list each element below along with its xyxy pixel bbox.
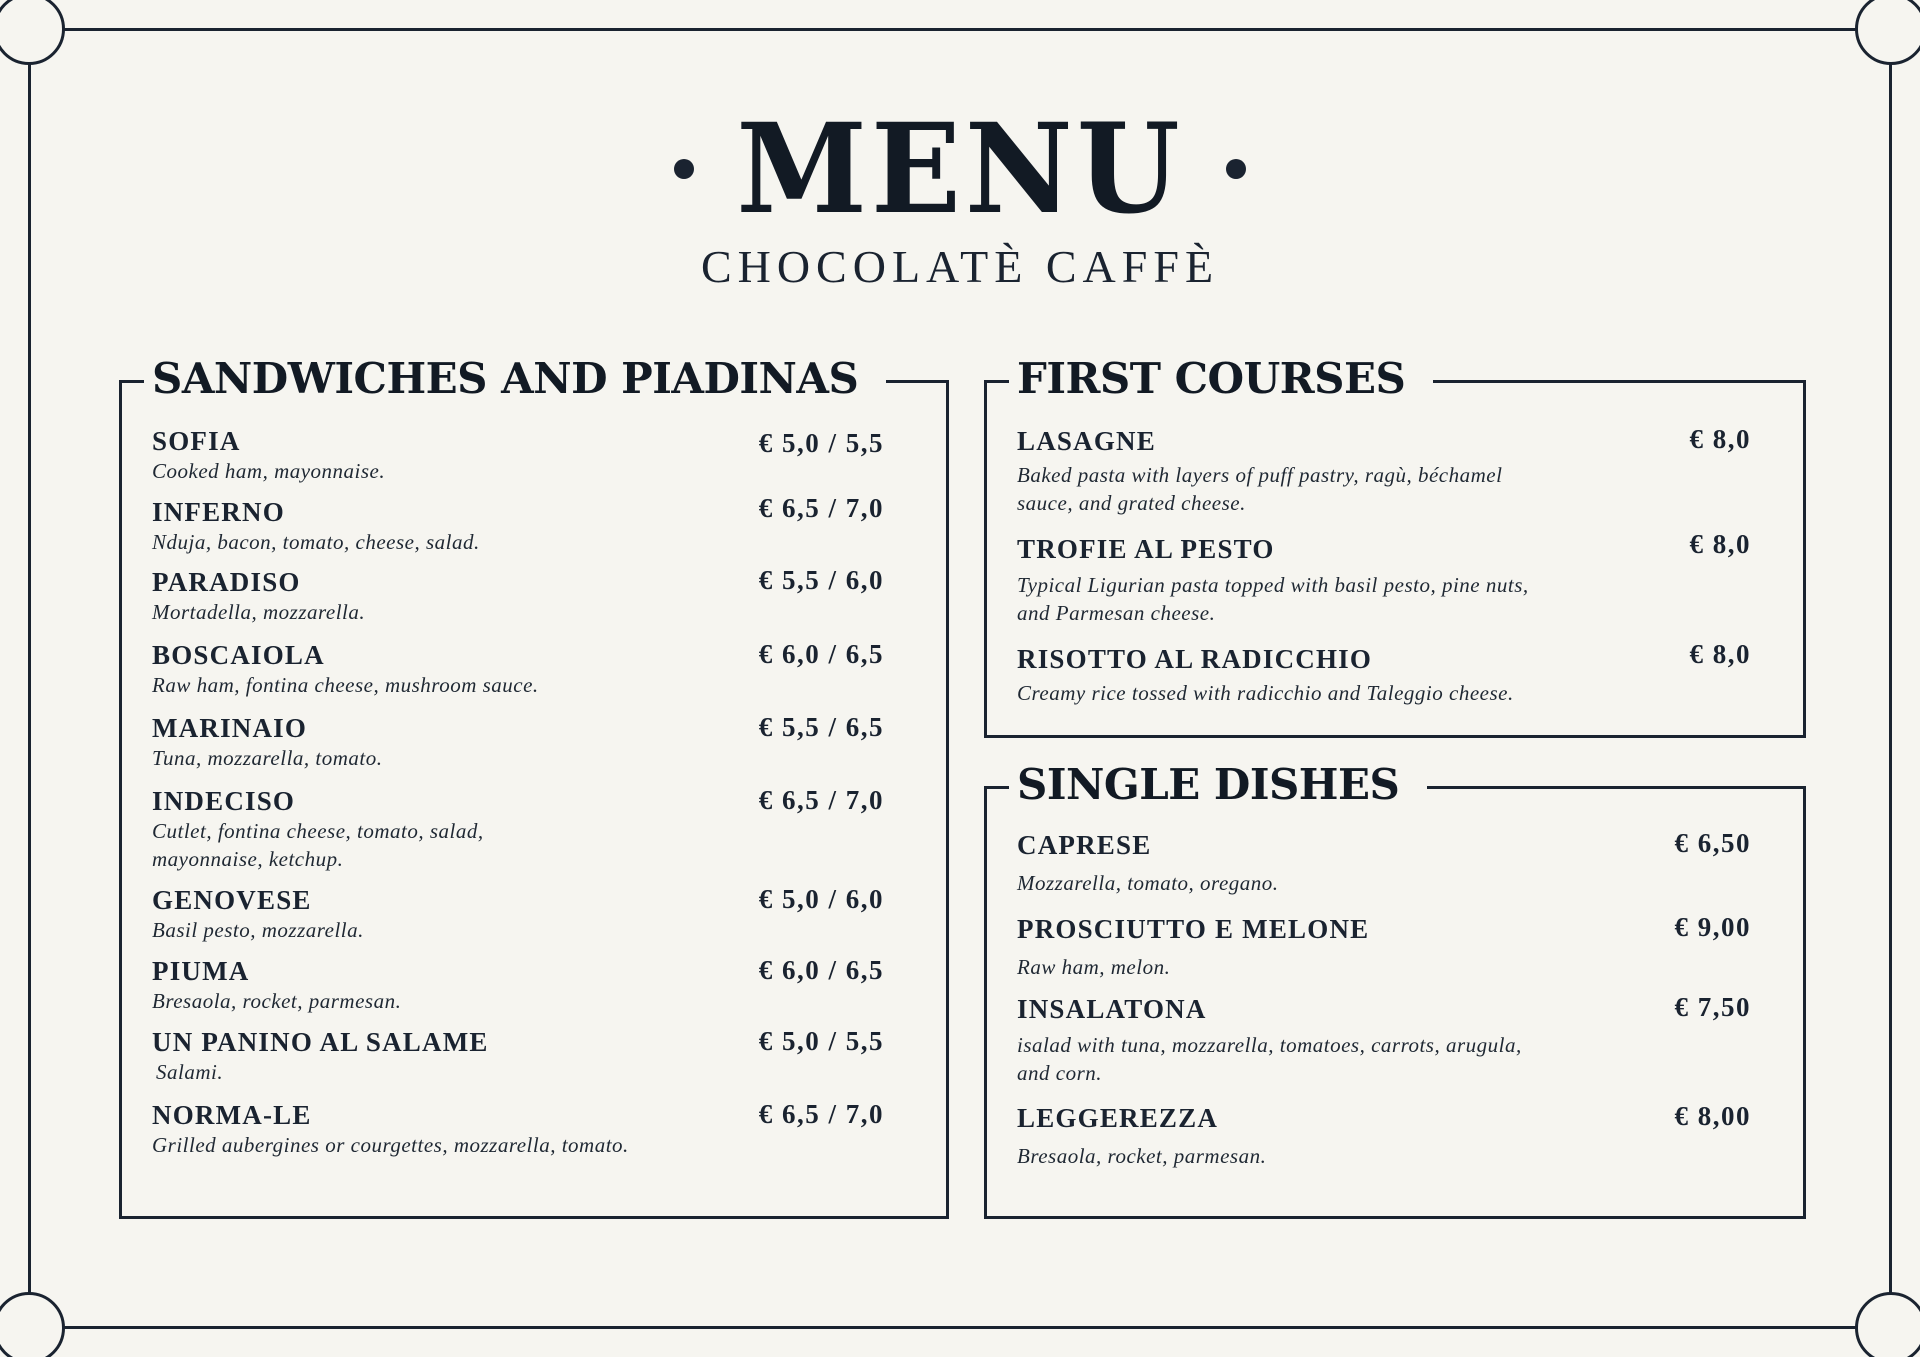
menu-item: [1017, 993, 1537, 1087]
page-title: MENU: [736, 95, 1184, 242]
item-name: PROSCIUTTO E MELONE: [1017, 914, 1370, 944]
item-name: LEGGEREZZA: [1017, 1103, 1219, 1133]
item-name: BOSCAIOLA: [152, 640, 325, 670]
item-description: Baked pasta with layers of puff pastry, ragù, béchamel sauce, and grated cheese.: [1017, 463, 1503, 515]
item-name: LASAGNE: [1017, 426, 1156, 456]
item-price: € 8,00: [1674, 1101, 1751, 1131]
item-name: PARADISO: [152, 567, 301, 597]
item-description: Bresaola, rocket, parmesan.: [1017, 1144, 1267, 1168]
item-description: Basil pesto, mozzarella.: [152, 918, 364, 942]
item-name: INSALATONA: [1017, 994, 1207, 1024]
item-price: € 5,0 / 5,5: [758, 1026, 884, 1056]
section-single-dishes: [984, 760, 1806, 1219]
menu-item: [1017, 643, 1777, 707]
item-price: € 8,0: [1689, 639, 1751, 669]
corner-ornament: [1855, 0, 1920, 65]
item-price: € 6,50: [1674, 828, 1751, 858]
corner-ornament: [0, 0, 65, 65]
item-description: Creamy rice tossed with radicchio and Taleggio cheese.: [1017, 681, 1514, 705]
item-description: Mortadella, mozzarella.: [152, 600, 366, 624]
bullet-dot-icon: [1226, 159, 1246, 179]
menu-item: [1017, 1102, 1617, 1170]
item-description: Cutlet, fontina cheese, tomato, salad, mayonnaise, ketchup.: [152, 819, 484, 871]
item-description: Typical Ligurian pasta topped with basil pesto, pine nuts, and Parmesan cheese.: [1017, 573, 1529, 625]
item-description: Nduja, bacon, tomato, cheese, salad.: [152, 530, 480, 554]
section-sandwiches: [119, 354, 949, 1219]
menu-header: [0, 95, 1920, 242]
section-title-sandwiches: SANDWICHES AND PIADINAS: [144, 351, 886, 407]
item-price: € 6,0 / 6,5: [758, 639, 884, 669]
item-name: GENOVESE: [152, 885, 312, 915]
item-price: € 5,0 / 5,5: [758, 428, 884, 458]
item-name: INDECISO: [152, 786, 296, 816]
item-description: Tuna, mozzarella, tomato.: [152, 746, 383, 770]
item-name: SOFIA: [152, 426, 241, 456]
corner-ornament: [1855, 1292, 1920, 1357]
item-description: Cooked ham, mayonnaise.: [152, 459, 386, 483]
item-name: TROFIE AL PESTO: [1017, 534, 1275, 564]
corner-ornament: [0, 1292, 65, 1357]
item-price: € 5,5 / 6,0: [758, 565, 884, 595]
section-title-single-dishes: SINGLE DISHES: [1009, 757, 1427, 813]
menu-item: [1017, 913, 1617, 981]
item-price: € 6,5 / 7,0: [758, 1099, 884, 1129]
item-price: € 5,0 / 6,0: [758, 884, 884, 914]
cafe-name: CHOCOLATÈ CAFFÈ: [700, 241, 1220, 292]
item-name: UN PANINO AL SALAME: [152, 1027, 489, 1057]
item-price: € 8,0: [1689, 529, 1751, 559]
item-description: Salami.: [156, 1060, 224, 1084]
menu-item: [1017, 425, 1557, 517]
item-price: € 6,5 / 7,0: [758, 493, 884, 523]
item-name: RISOTTO AL RADICCHIO: [1017, 644, 1373, 674]
item-description: Raw ham, melon.: [1017, 955, 1171, 979]
item-name: NORMA-LE: [152, 1100, 312, 1130]
menu-item: [1017, 533, 1557, 627]
item-price: € 6,0 / 6,5: [758, 955, 884, 985]
item-description: Mozzarella, tomato, oregano.: [1017, 871, 1279, 895]
item-description: Grilled aubergines or courgettes, mozzarella, tomato.: [152, 1133, 629, 1157]
menu-item: [152, 785, 582, 873]
item-price: € 8,0: [1689, 424, 1751, 454]
bullet-dot-icon: [674, 159, 694, 179]
item-name: PIUMA: [152, 956, 250, 986]
item-name: INFERNO: [152, 497, 285, 527]
menu-item: [1017, 829, 1617, 897]
item-description: Raw ham, fontina cheese, mushroom sauce.: [152, 673, 539, 697]
menu-item: [152, 1099, 652, 1159]
item-price: € 5,5 / 6,5: [758, 712, 884, 742]
item-name: CAPRESE: [1017, 830, 1152, 860]
section-first-courses: [984, 354, 1806, 738]
item-price: € 7,50: [1674, 992, 1751, 1022]
section-title-first-courses: FIRST COURSES: [1009, 351, 1433, 407]
item-name: MARINAIO: [152, 713, 308, 743]
item-description: Bresaola, rocket, parmesan.: [152, 989, 402, 1013]
item-price: € 9,00: [1674, 912, 1751, 942]
item-description: isalad with tuna, mozzarella, tomatoes, carrots, arugula, and corn.: [1017, 1033, 1522, 1085]
item-price: € 6,5 / 7,0: [758, 785, 884, 815]
